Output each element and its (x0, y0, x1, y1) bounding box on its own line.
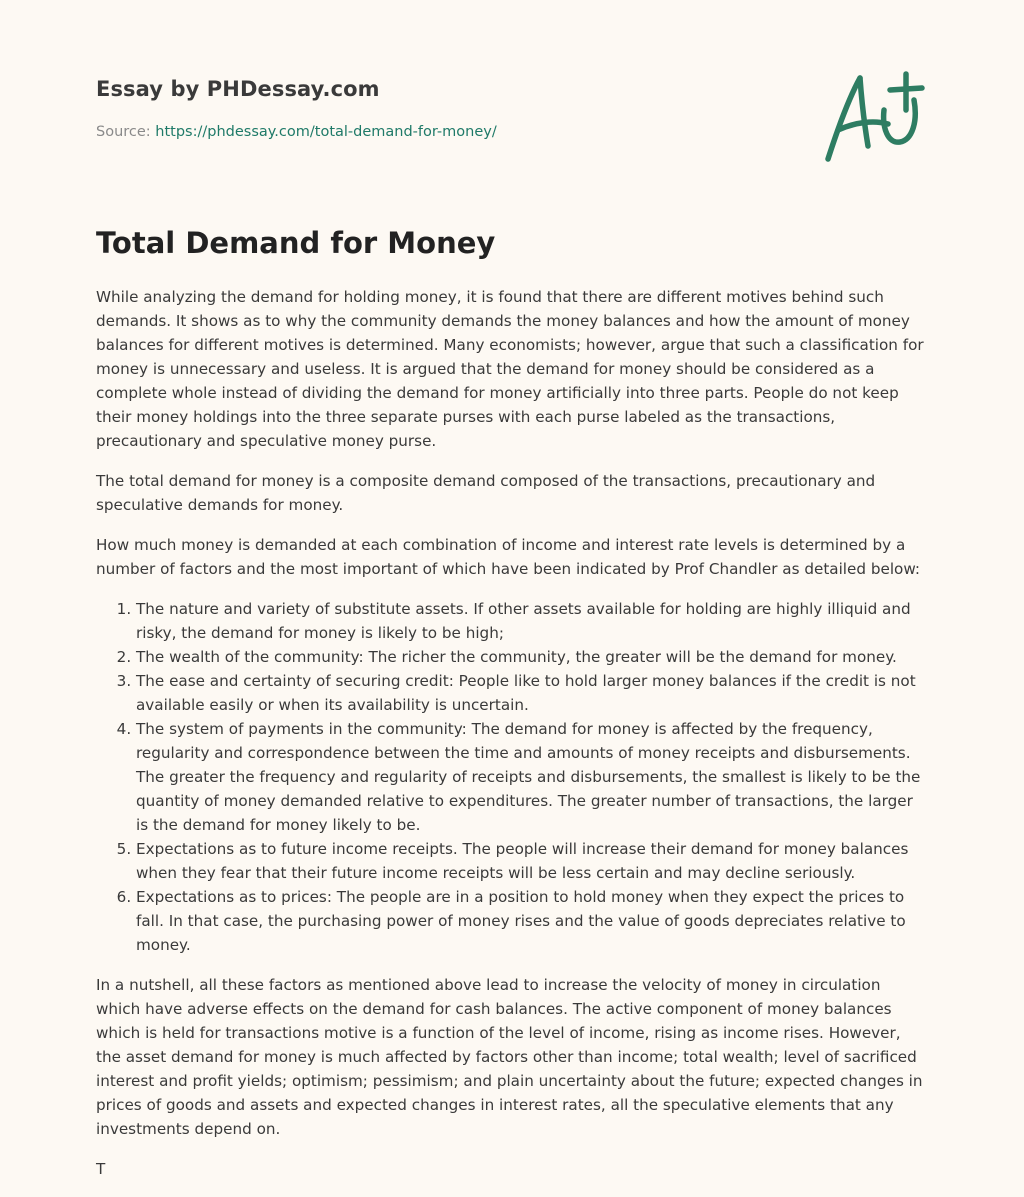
source-label: Source: (96, 124, 151, 140)
list-item: 6. Expectations as to prices: The people are in a position to hold money when they expect the prices to fall. In that case, the purchasing power of money rises and the value of goods depreciates relative to money. (136, 885, 928, 957)
list-item: 1. The nature and variety of substitute assets. If other assets available for holding are highly illiquid and risky, the demand for money is likely to be high; (136, 597, 928, 645)
source-line (96, 124, 497, 140)
a-plus-logo (818, 66, 930, 166)
factors-list (96, 597, 928, 957)
truncated-text: T (96, 1160, 106, 1178)
list-item: 4. The system of payments in the community: The demand for money is affected by the frequency, regularity and correspondence between the time and amounts of money receipts and disbursements. The greater the frequency and regularity of receipts and disbursements, the smallest is likely to be the quantity of money demanded relative to expenditures. The greater number of transactions, the larger is the demand for money likely to be. (136, 717, 928, 837)
paragraph-intro: While analyzing the demand for holding money, it is found that there are different motives behind such demands. It shows as to why the community demands the money balances and how the amount of money balances for different motives is determined. Many economists; however, argue that such a classification for money is unnecessary and useless. It is argued that the demand for money should be considered as a complete whole instead of dividing the demand for money artificially into three parts. People do not keep their money holdings into the three separate purses with each purse labeled as the transactions, precautionary and speculative money purse. (96, 288, 924, 450)
list-item: 2. The wealth of the community: The richer the community, the greater will be the demand for money. (136, 645, 928, 669)
source-link[interactable]: https://phdessay.com/total-demand-for-money/ (155, 124, 497, 140)
paragraph-composite-demand: The total demand for money is a composite demand composed of the transactions, precautionary and speculative demands for money. (96, 472, 876, 514)
article-body (96, 285, 928, 1197)
page-title: Total Demand for Money (96, 226, 496, 260)
list-item: 3. The ease and certainty of securing credit: People like to hold larger money balances if the credit is not available easily or when its availability is uncertain. (136, 669, 928, 717)
paragraph-factors-intro: How much money is demanded at each combination of income and interest rate levels is determined by a number of factors and the most important of which have been indicated by Prof Chandler as detailed below: (96, 536, 921, 578)
list-item: 5. Expectations as to future income receipts. The people will increase their demand for money balances when they fear that their future income receipts will be less certain and may decline seriously. (136, 837, 928, 885)
site-brand: Essay by PHDessay.com (96, 77, 380, 101)
paragraph-conclusion: In a nutshell, all these factors as mentioned above lead to increase the velocity of money in circulation which have adverse effects on the demand for cash balances. The active component of money balances which is held for transactions motive is a function of the level of income, rising as income rises. However, the asset demand for money is much affected by factors other than income; total wealth; level of sacrificed interest and profit yields; optimism; pessimism; and plain uncertainty about the future; expected changes in prices of goods and assets and expected changes in interest rates, all the speculative elements that any investments depend on. (96, 976, 923, 1138)
